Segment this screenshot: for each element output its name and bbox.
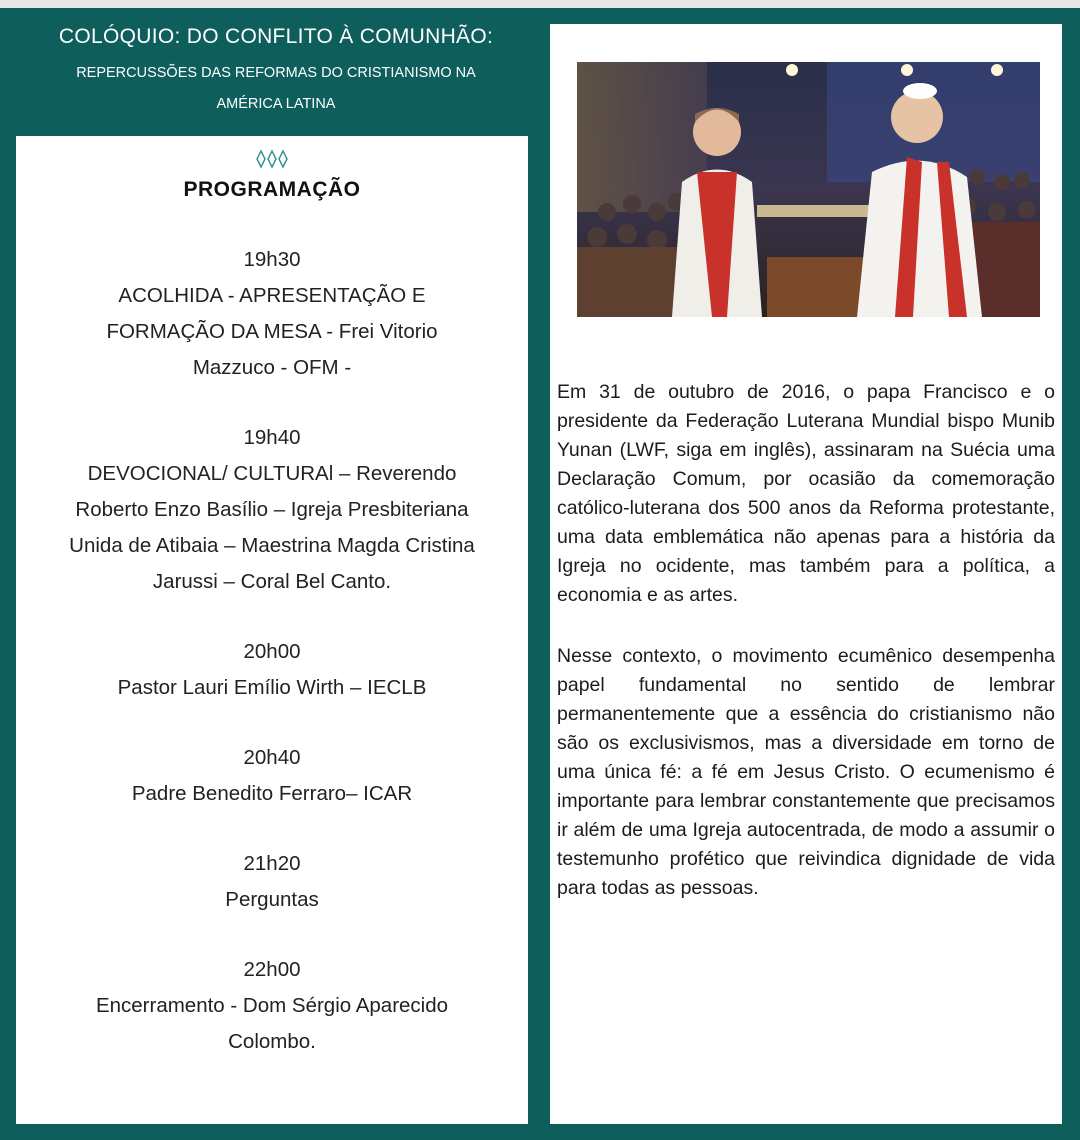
schedule-description: Pastor Lauri Emílio Wirth – IECLB: [117, 676, 427, 699]
event-subtitle-line-2: AMÉRICA LATINA: [216, 96, 336, 112]
article-paragraph-2: Nesse contexto, o movimento ecumênico desempenha papel fundamental no sentido de lembrar permanentemente que a essência do cristianismo não são os exclusivismos, mas a diversidade em torno de uma única fé: a fé em Jesus Cristo. O ecumenismo é importante para lembrar constantemente que precisamos ir além de uma Igreja autocentrada, de modo a assumir o testemunho profético que reivindica dignidade de vida para todas as pessoas.: [557, 645, 1055, 899]
article-paragraph-1: Em 31 de outubro de 2016, o papa Francisco e o presidente da Federação Luterana Mundial bispo Munib Yunan (LWF, siga em inglês), assinaram na Suécia uma Declaração Comum, por ocasião da comemoração católico-luterana dos 500 anos da Reforma protestante, uma data emblemática não apenas para a história da Igreja no ocidente, mas também para a política, a economia e as artes.: [557, 381, 1055, 606]
schedule-item: [16, 740, 528, 812]
top-bar: [0, 0, 1080, 8]
program-panel: [16, 136, 528, 1124]
article-panel: [550, 24, 1062, 1124]
event-subtitle-line-1: REPERCUSSÕES DAS REFORMAS DO CRISTIANISMO NA: [76, 65, 476, 81]
event-subtitle: [16, 58, 536, 120]
schedule-description: ACOLHIDA - APRESENTAÇÃO E FORMAÇÃO DA MESA - Frei Vitorio Mazzuco - OFM -: [106, 284, 438, 379]
schedule-description: Perguntas: [225, 888, 319, 911]
event-title: COLÓQUIO: DO CONFLITO À COMUNHÃO:: [58, 25, 494, 48]
ceremony-photo: [577, 62, 1040, 317]
article-text: [557, 378, 1055, 935]
schedule-time: 22h00: [243, 958, 301, 981]
schedule-time: 20h40: [243, 746, 301, 769]
schedule-item: [16, 420, 528, 600]
schedule-time: 19h40: [243, 426, 301, 449]
program-schedule: [16, 242, 528, 1060]
schedule-item: [16, 846, 528, 918]
program-heading: PROGRAMAÇÃO: [183, 178, 361, 201]
schedule-time: 21h20: [243, 852, 301, 875]
schedule-time: 19h30: [243, 248, 301, 271]
diamond-ornament-icon: [16, 148, 528, 172]
schedule-time: 20h00: [243, 640, 301, 663]
schedule-description: Encerramento - Dom Sérgio Aparecido Colombo.: [95, 994, 449, 1053]
schedule-item: [16, 634, 528, 706]
schedule-description: DEVOCIONAL/ CULTURAl – Reverendo Roberto Enzo Basílio – Igreja Presbiteriana Unida de Atibaia – Maestrina Magda Cristina Jarussi – Coral Bel Canto.: [69, 462, 475, 593]
schedule-item: [16, 952, 528, 1060]
schedule-description: Padre Benedito Ferraro– ICAR: [131, 782, 413, 805]
event-header: [16, 20, 536, 120]
schedule-item: [16, 242, 528, 386]
